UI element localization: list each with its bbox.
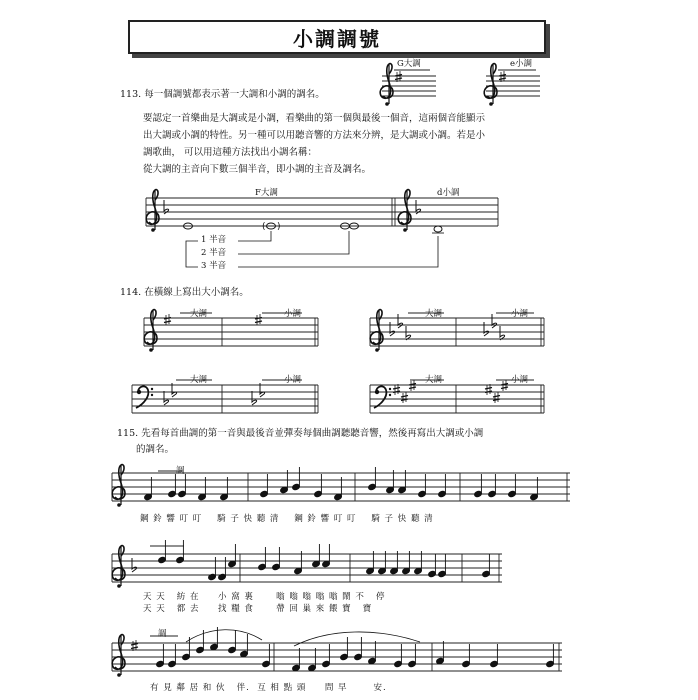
q113-number: 113. — [120, 89, 142, 100]
semitone-2: 2 半音 — [201, 248, 227, 258]
q115-lyrics-3: 有 見 鄰 居 和 伙 伴. 互 相 點 頭 問 早 安. — [150, 683, 387, 693]
q115-melody-3 — [112, 630, 562, 677]
q114-major-4: 大調 — [425, 375, 443, 385]
diagram-minor-label: d小調 — [437, 188, 460, 198]
key-signature-staves-113 — [380, 64, 540, 106]
q114-minor-2: 小調 — [511, 309, 529, 319]
svg-text:): ) — [277, 222, 281, 232]
q113-para2: 出大調或小調的特性。另一種可以用聽音響的方法來分辨，是大調或小調。若是小 — [143, 130, 486, 141]
semitone-diagram-staff — [146, 190, 498, 267]
q114-minor-3: 小調 — [284, 375, 302, 385]
q115-key-label-3: 調 — [158, 629, 167, 639]
q114-major-2: 大調 — [425, 309, 443, 319]
semitone-3: 3 半音 — [201, 261, 227, 271]
svg-text:(: ( — [262, 222, 266, 232]
q114-number: 114. — [120, 287, 142, 298]
q115-number: 115. — [117, 428, 139, 439]
semitone-1: 1 半音 — [201, 235, 227, 245]
q115-key-label-1: 調 — [176, 466, 185, 476]
q115-lyrics-2a: 天 天 紡 在 小 窩 裏 嗡 嗡 嗡 嗡 嗡 鬧 不 停 — [143, 592, 386, 602]
q114-minor-4: 小調 — [511, 375, 529, 385]
q115-melody-2 — [112, 546, 502, 588]
q115-lyrics-1: 鋼 鈴 響 叮 叮 騎 子 快 聽 清 鋼 鈴 響 叮 叮 騎 子 快 聽 清 — [140, 514, 434, 524]
key-major-label: G大調 — [397, 59, 421, 69]
q114-major-3: 大調 — [190, 375, 208, 385]
q113-para1: 要認定一首樂曲是大調或是小調，看樂曲的第一個與最後一個音，這兩個音能顯示 — [143, 113, 486, 124]
q115-instruction-1: 先看每首曲調的第一音與最後音並彈奏每個曲調聽聽音響，然後再寫出大調或小調 — [141, 428, 484, 439]
q114-major-1: 大調 — [190, 309, 208, 319]
melody-notes — [144, 467, 555, 672]
page-title: 小調調號 — [293, 26, 381, 51]
q113-intro: 每一個調號都表示著一大調和小調的調名。 — [144, 89, 325, 100]
key-minor-label: e小調 — [510, 59, 533, 69]
q113-para3: 調歌曲， 可以用這種方法找出小調名稱： — [143, 147, 318, 158]
q115-lyrics-2b: 天 天 都 去 找 糧 食 帶 回 巢 來 餵 寶 寶 — [143, 604, 373, 614]
q115-instruction-2: 的調名。 — [136, 444, 175, 455]
q113-para4: 從大調的主音向下數三個半音，即小調的主音及調名。 — [143, 164, 372, 175]
diagram-major-label: F大調 — [255, 188, 278, 198]
q114-staves — [132, 310, 544, 413]
q114-minor-1: 小調 — [284, 309, 302, 319]
q114-instruction: 在橫線上寫出大小調名。 — [144, 287, 249, 298]
